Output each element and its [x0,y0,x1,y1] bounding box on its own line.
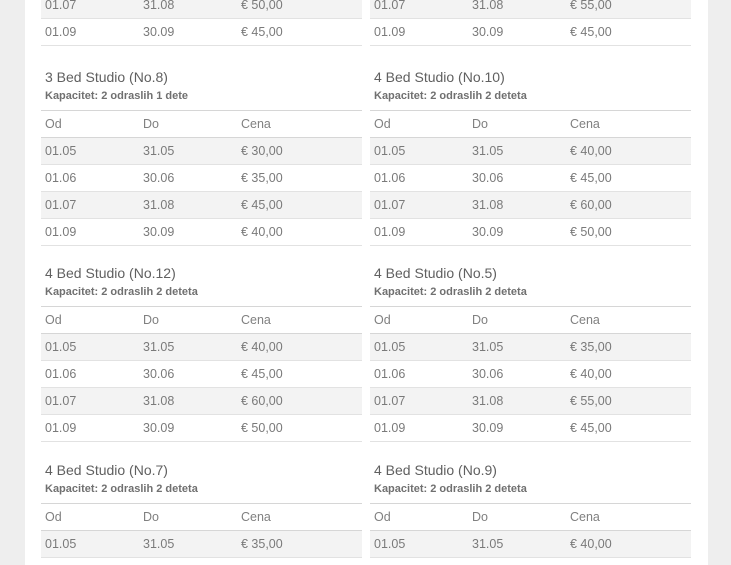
header-from: Od [374,510,391,524]
studio-title: 3 Bed Studio (No.8) [45,69,168,85]
price: € 45,00 [241,198,283,212]
table-row [41,388,362,415]
to-date: 30.09 [143,25,175,39]
header-from: Od [45,313,62,327]
price: € 40,00 [570,537,612,551]
to-date: 31.05 [472,537,504,551]
capacity-label: Kapacitet: 2 odraslih 2 deteta [45,286,198,298]
to-date: 31.08 [143,0,175,12]
header-from: Od [45,510,62,524]
to-date: 30.06 [472,367,504,381]
table-row [41,334,362,361]
from-date: 01.06 [45,367,77,381]
table-header [370,306,691,334]
to-date: 30.09 [143,225,175,239]
to-date: 30.09 [143,421,175,435]
studio-title: 4 Bed Studio (No.12) [45,265,176,281]
header-price: Cena [570,117,600,131]
header-to: Do [472,117,488,131]
to-date: 31.05 [472,340,504,354]
price: € 50,00 [241,0,283,12]
header-price: Cena [241,313,271,327]
to-date: 31.08 [472,0,504,12]
top-left-table [41,0,362,46]
price: € 50,00 [570,225,612,239]
table-row [41,361,362,388]
table-row [41,0,362,19]
price: € 45,00 [241,25,283,39]
from-date: 01.05 [45,144,77,158]
from-date: 01.05 [374,340,406,354]
table-row [41,165,362,192]
from-date: 01.07 [374,198,406,212]
header-to: Do [472,313,488,327]
table-row [41,19,362,46]
to-date: 31.08 [472,198,504,212]
from-date: 01.07 [45,198,77,212]
header-from: Od [374,117,391,131]
studio-title: 4 Bed Studio (No.7) [45,462,168,478]
header-price: Cena [241,117,271,131]
from-date: 01.09 [374,25,406,39]
price: € 45,00 [241,367,283,381]
to-date: 30.09 [472,421,504,435]
capacity-label: Kapacitet: 2 odraslih 1 dete [45,90,189,102]
capacity-label: Kapacitet: 2 odraslih 2 deteta [374,90,527,102]
from-date: 01.06 [45,171,77,185]
price: € 40,00 [570,367,612,381]
to-date: 31.05 [143,144,175,158]
price-table [370,110,691,246]
table-header [41,306,362,334]
from-date: 01.09 [374,421,406,435]
table-header [41,110,362,138]
to-date: 30.06 [143,171,175,185]
price-table [370,503,691,558]
table-row [41,219,362,246]
from-date: 01.06 [374,171,406,185]
table-row [370,192,691,219]
price: € 40,00 [570,144,612,158]
table-row [370,388,691,415]
header-to: Do [143,313,159,327]
header-price: Cena [570,313,600,327]
price-table [41,306,362,442]
header-to: Do [472,510,488,524]
table-row [370,0,691,19]
price: € 30,00 [241,144,283,158]
to-date: 31.05 [143,340,175,354]
top-right-table [370,0,691,46]
table-header [370,503,691,531]
table-row [370,165,691,192]
price: € 45,00 [570,421,612,435]
studio-title: 4 Bed Studio (No.10) [374,69,505,85]
studio-title: 4 Bed Studio (No.5) [374,265,497,281]
table-row [370,531,691,558]
table-row [370,334,691,361]
to-date: 30.06 [472,171,504,185]
from-date: 01.07 [374,394,406,408]
capacity-label: Kapacitet: 2 odraslih 2 deteta [374,286,527,298]
price: € 55,00 [570,394,612,408]
table-row [41,531,362,558]
price: € 35,00 [570,340,612,354]
to-date: 31.05 [143,537,175,551]
header-from: Od [45,117,62,131]
to-date: 30.09 [472,225,504,239]
price: € 40,00 [241,225,283,239]
price: € 40,00 [241,340,283,354]
to-date: 31.08 [143,198,175,212]
from-date: 01.06 [374,367,406,381]
studio-title: 4 Bed Studio (No.9) [374,462,497,478]
price: € 45,00 [570,171,612,185]
table-header [370,110,691,138]
from-date: 01.05 [45,340,77,354]
table-row [370,219,691,246]
to-date: 30.06 [143,367,175,381]
to-date: 31.08 [143,394,175,408]
header-from: Od [374,313,391,327]
table-row [370,361,691,388]
to-date: 31.05 [472,144,504,158]
price: € 35,00 [241,171,283,185]
header-to: Do [143,510,159,524]
from-date: 01.05 [374,144,406,158]
from-date: 01.09 [45,25,77,39]
from-date: 01.07 [45,0,77,12]
from-date: 01.05 [45,537,77,551]
table-row [41,415,362,442]
header-price: Cena [241,510,271,524]
price: € 35,00 [241,537,283,551]
price-table [41,503,362,558]
from-date: 01.09 [45,225,77,239]
capacity-label: Kapacitet: 2 odraslih 2 deteta [374,483,527,495]
from-date: 01.05 [374,537,406,551]
price: € 45,00 [570,25,612,39]
header-to: Do [143,117,159,131]
price: € 60,00 [570,198,612,212]
from-date: 01.09 [374,225,406,239]
price: € 55,00 [570,0,612,12]
table-row [370,138,691,165]
to-date: 31.08 [472,394,504,408]
price: € 50,00 [241,421,283,435]
from-date: 01.07 [374,0,406,12]
to-date: 30.09 [472,25,504,39]
table-row [41,192,362,219]
capacity-label: Kapacitet: 2 odraslih 2 deteta [45,483,198,495]
header-price: Cena [570,510,600,524]
price-table [41,110,362,246]
from-date: 01.09 [45,421,77,435]
table-row [370,19,691,46]
table-row [41,138,362,165]
table-row [370,415,691,442]
from-date: 01.07 [45,394,77,408]
price: € 60,00 [241,394,283,408]
price-table [370,306,691,442]
table-header [41,503,362,531]
